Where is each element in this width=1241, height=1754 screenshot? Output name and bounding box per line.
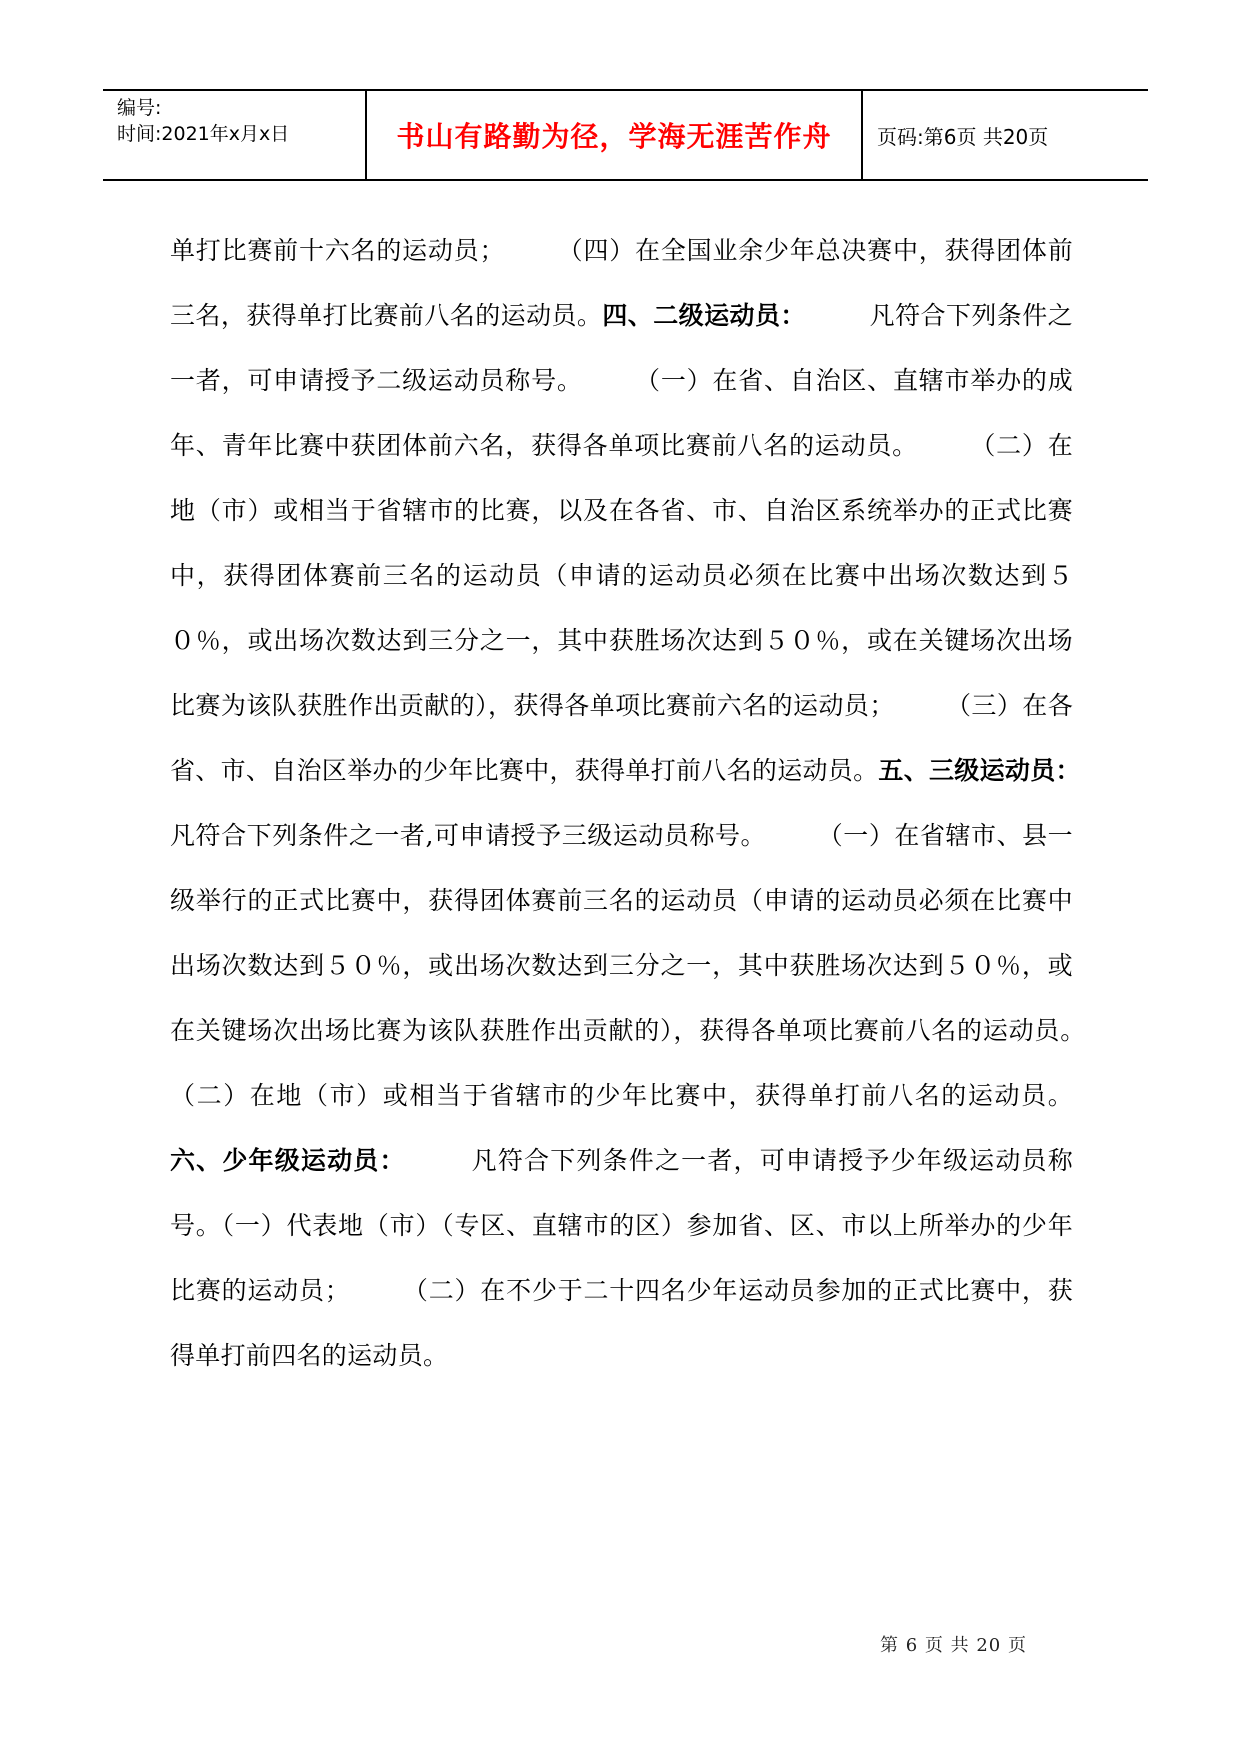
header-motto: 书山有路勤为径，学海无涯苦作舟 (367, 91, 863, 179)
section-heading-level-2: 四、二级运动员： (602, 301, 794, 330)
header-page-indicator: 页码:第6页 共20页 (877, 124, 1049, 149)
header-meta-cell (103, 91, 367, 179)
body-paragraph (170, 218, 1149, 1388)
body-segment: 凡符合下列条件之一者，可申请授予少年级运动员称号。（一）代表地（市）（专区、直辖市的区）参加省、区、市以上所举办的少年比赛的运动员； （二）在不少于二十四名少年运动员参加的正式比赛中，获得单打前四名的运动员。 (170, 1146, 1073, 1370)
document-time-label: 时间:2021年x月x日 (117, 123, 290, 145)
document-number-label: 编号: (117, 97, 162, 119)
page-footer-number: 第 6 页 共 20 页 (880, 1635, 1027, 1656)
document-header (103, 89, 1148, 181)
body-segment: 凡符合下列条件之一者，可申请授予二级运动员称号。 （一）在省、自治区、直辖市举办的成年、青年比赛中获团体前六名，获得各单项比赛前八名的运动员。 （二）在地（市）或相当于省辖市的比赛，以及在各省、市、自治区系统举办的正式比赛中，获得团体赛前三名的运动员（申请的运动员必须在比赛中出场次数达到５０％，或出场次数达到三分之一，其中获胜场次达到５０％，或在关键场次出场比赛为该队获胜作出贡献的），获得各单项比赛前六名的运动员； （三）在各省、市、自治区举办的少年比赛中，获得单打前八名的运动员。 (170, 301, 1073, 785)
body-segment: 凡符合下列条件之一者,可申请授予三级运动员称号。 （一）在省辖市、县一级举行的正式比赛中，获得团体赛前三名的运动员（申请的运动员必须在比赛中出场次数达到５０％，或出场次数达到三分之一，其中获胜场次达到５０％，或在关键场次出场比赛为该队获胜作出贡献的），获得各单项比赛前八名的运动员。 （二）在地（市）或相当于省辖市的少年比赛中，获得单打前八名的运动员。 (170, 756, 1149, 1110)
body-segment: 单打比赛前十六名的运动员； （四）在全国业余少年总决赛中，获得团体前三名，获得单打比赛前八名的运动员。 (170, 236, 1073, 330)
document-body (170, 218, 1149, 1388)
section-heading-junior: 六、少年级运动员： (170, 1146, 394, 1175)
section-heading-level-3: 五、三级运动员： (878, 756, 1069, 785)
